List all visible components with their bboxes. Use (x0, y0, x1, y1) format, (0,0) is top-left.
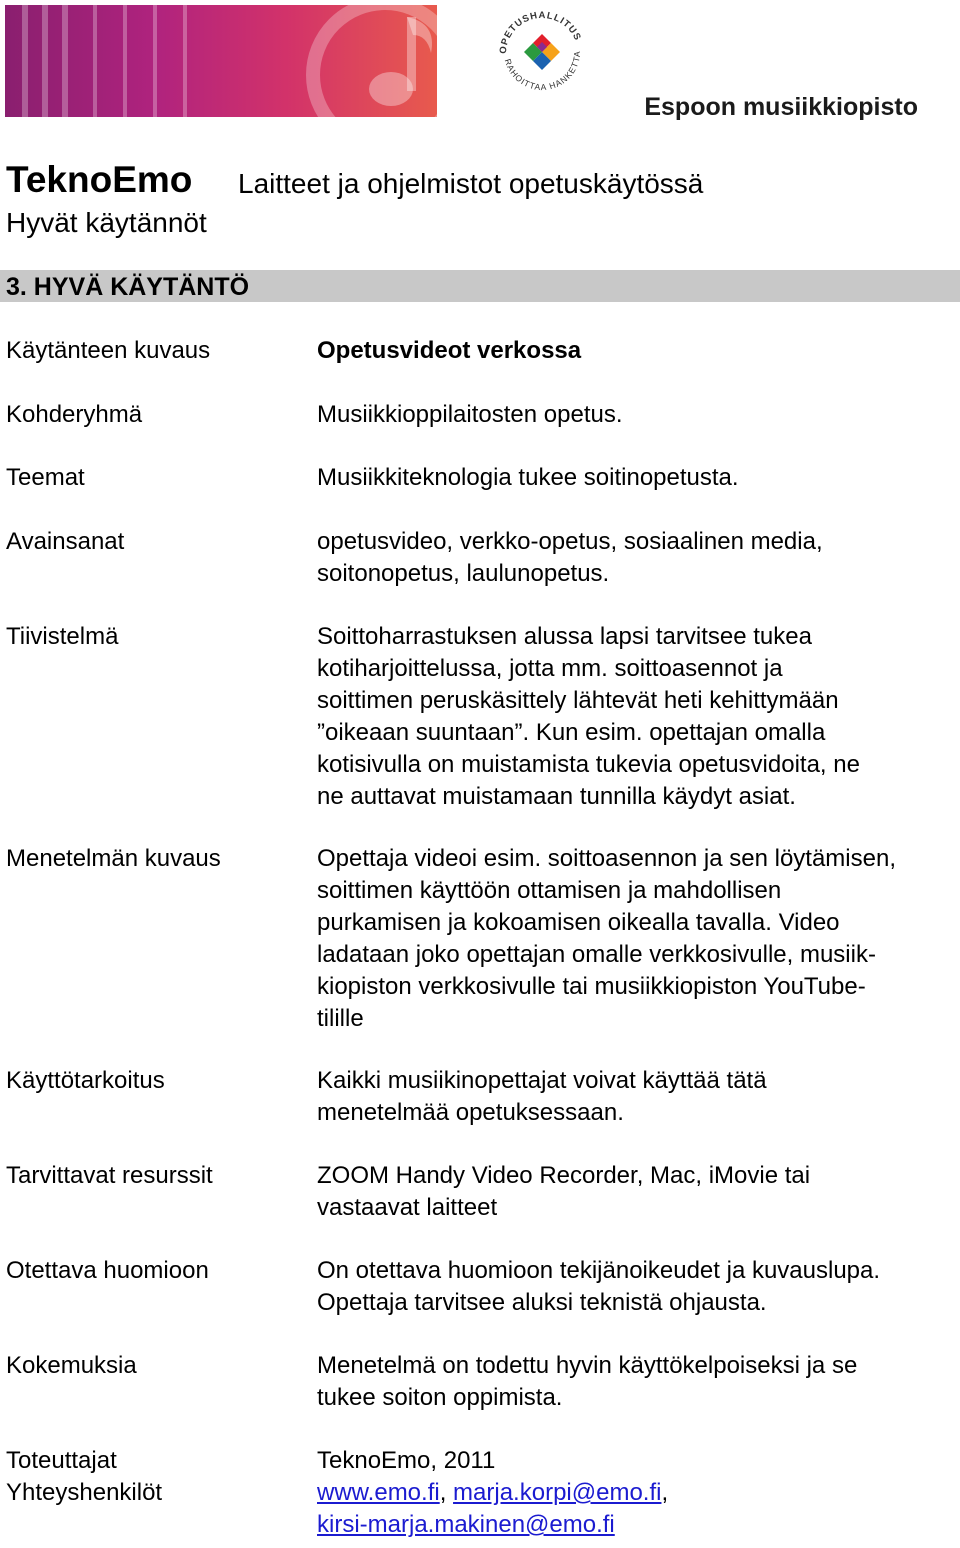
value-summary (317, 621, 957, 813)
label-purpose: Käyttötarkoitus (6, 1067, 165, 1094)
link-email-kirsi-marja-makinen[interactable]: kirsi-marja.makinen@emo.fi (317, 1511, 615, 1538)
label-method-description: Menetelmän kuvaus (6, 845, 221, 872)
text-line: ne auttavat muistamaan tunnilla käydyt asiat. (317, 783, 796, 810)
label-implementers: Toteuttajat (6, 1447, 117, 1474)
school-name: Espoon musiikkiopisto (644, 93, 918, 121)
label-considerations: Otettava huomioon (6, 1257, 209, 1284)
banner-graphic (5, 5, 437, 117)
text-line: ladataan joko opettajan omalle verkkosivulle, musiik- (317, 941, 876, 968)
text-line: ”oikeaan suuntaan”. Kun esim. opettajan omalla (317, 719, 826, 746)
text-line: menetelmää opetuksessaan. (317, 1099, 624, 1126)
text-line: kiopiston verkkosivulle tai musiikkiopiston YouTube- (317, 973, 866, 1000)
value-method-description (317, 843, 957, 1035)
label-summary: Tiivistelmä (6, 623, 119, 650)
text-line: Opettaja tarvitsee aluksi teknistä ohjausta. (317, 1289, 767, 1316)
text-line: soitonopetus, laulunopetus. (317, 560, 610, 587)
value-themes: Musiikkiteknologia tukee soitinopetusta. (317, 464, 739, 491)
label-resources: Tarvittavat resurssit (6, 1162, 213, 1189)
label-target-group: Kohderyhmä (6, 401, 143, 428)
text-line: purkamisen ja kokoamisen oikealla tavalla. Video (317, 909, 840, 936)
text-line: opetusvideo, verkko-opetus, sosiaalinen media, (317, 528, 823, 555)
text-line: soittimen käyttöön ottamisen ja mahdollisen (317, 877, 782, 904)
contacts-line-1 (317, 1477, 957, 1509)
value-experiences (317, 1350, 957, 1414)
section-bar (0, 270, 960, 302)
text-line: kotiharjoittelussa, jotta mm. soittoasennot ja (317, 655, 783, 682)
value-target-group: Musiikkioppilaitosten opetus. (317, 401, 623, 428)
value-contacts (317, 1477, 957, 1541)
label-experiences: Kokemuksia (6, 1352, 137, 1379)
text-line: Opettaja videoi esim. soittoasennon ja sen löytämisen, (317, 845, 896, 872)
link-emo-website[interactable]: www.emo.fi (317, 1479, 440, 1506)
text-line: kotisivulla on muistamista tukevia opetusvidoita, ne (317, 751, 860, 778)
label-contacts: Yhteyshenkilöt (6, 1479, 163, 1506)
label-themes: Teemat (6, 464, 85, 491)
text-line: soittimen peruskäsittely lähtevät heti kehittymään (317, 687, 839, 714)
contact-separator: , (439, 1479, 454, 1506)
brand-title: TeknoEmo (6, 159, 193, 200)
text-line: ZOOM Handy Video Recorder, Mac, iMovie tai (317, 1162, 811, 1189)
document-subtitle: Laitteet ja ohjelmistot opetuskäytössä (238, 168, 704, 199)
music-note-icon (369, 17, 432, 106)
header-banner (5, 5, 437, 117)
label-practice-description: Käytänteen kuvaus (6, 337, 211, 364)
text-line: Soittoharrastuksen alussa lapsi tarvitsee tukea (317, 623, 812, 650)
logo-text-bottom: RAHOITTAA HANKETTA (502, 50, 583, 93)
section-title: 3. HYVÄ KÄYTÄNTÖ (6, 273, 250, 301)
value-purpose (317, 1065, 957, 1129)
text-line: Menetelmä on todettu hyvin käyttökelpoiseksi ja se (317, 1352, 858, 1379)
text-line: Kaikki musiikinopettajat voivat käyttää tätä (317, 1067, 767, 1094)
value-considerations (317, 1255, 957, 1319)
text-line: tukee soiton oppimista. (317, 1384, 563, 1411)
link-email-marja-korpi[interactable]: marja.korpi@emo.fi (453, 1479, 662, 1506)
value-keywords (317, 526, 957, 590)
document-subtitle-2: Hyvät käytännöt (6, 207, 207, 238)
value-implementers: TeknoEmo, 2011 (317, 1447, 496, 1474)
value-practice-description: Opetusvideot verkossa (317, 337, 582, 364)
text-line: On otettava huomioon tekijänoikeudet ja kuvauslupa. (317, 1257, 881, 1284)
text-line: vastaavat laitteet (317, 1194, 498, 1221)
text-line: tilille (317, 1005, 364, 1032)
contacts-line-2 (317, 1509, 957, 1541)
label-keywords: Avainsanat (6, 528, 125, 555)
opetushallitus-logo (492, 2, 592, 102)
value-resources (317, 1160, 957, 1224)
logo-diamond-icon (524, 34, 560, 70)
contact-separator: , (661, 1479, 669, 1506)
logo-text-top: OPETUSHALLITUS (497, 9, 584, 55)
